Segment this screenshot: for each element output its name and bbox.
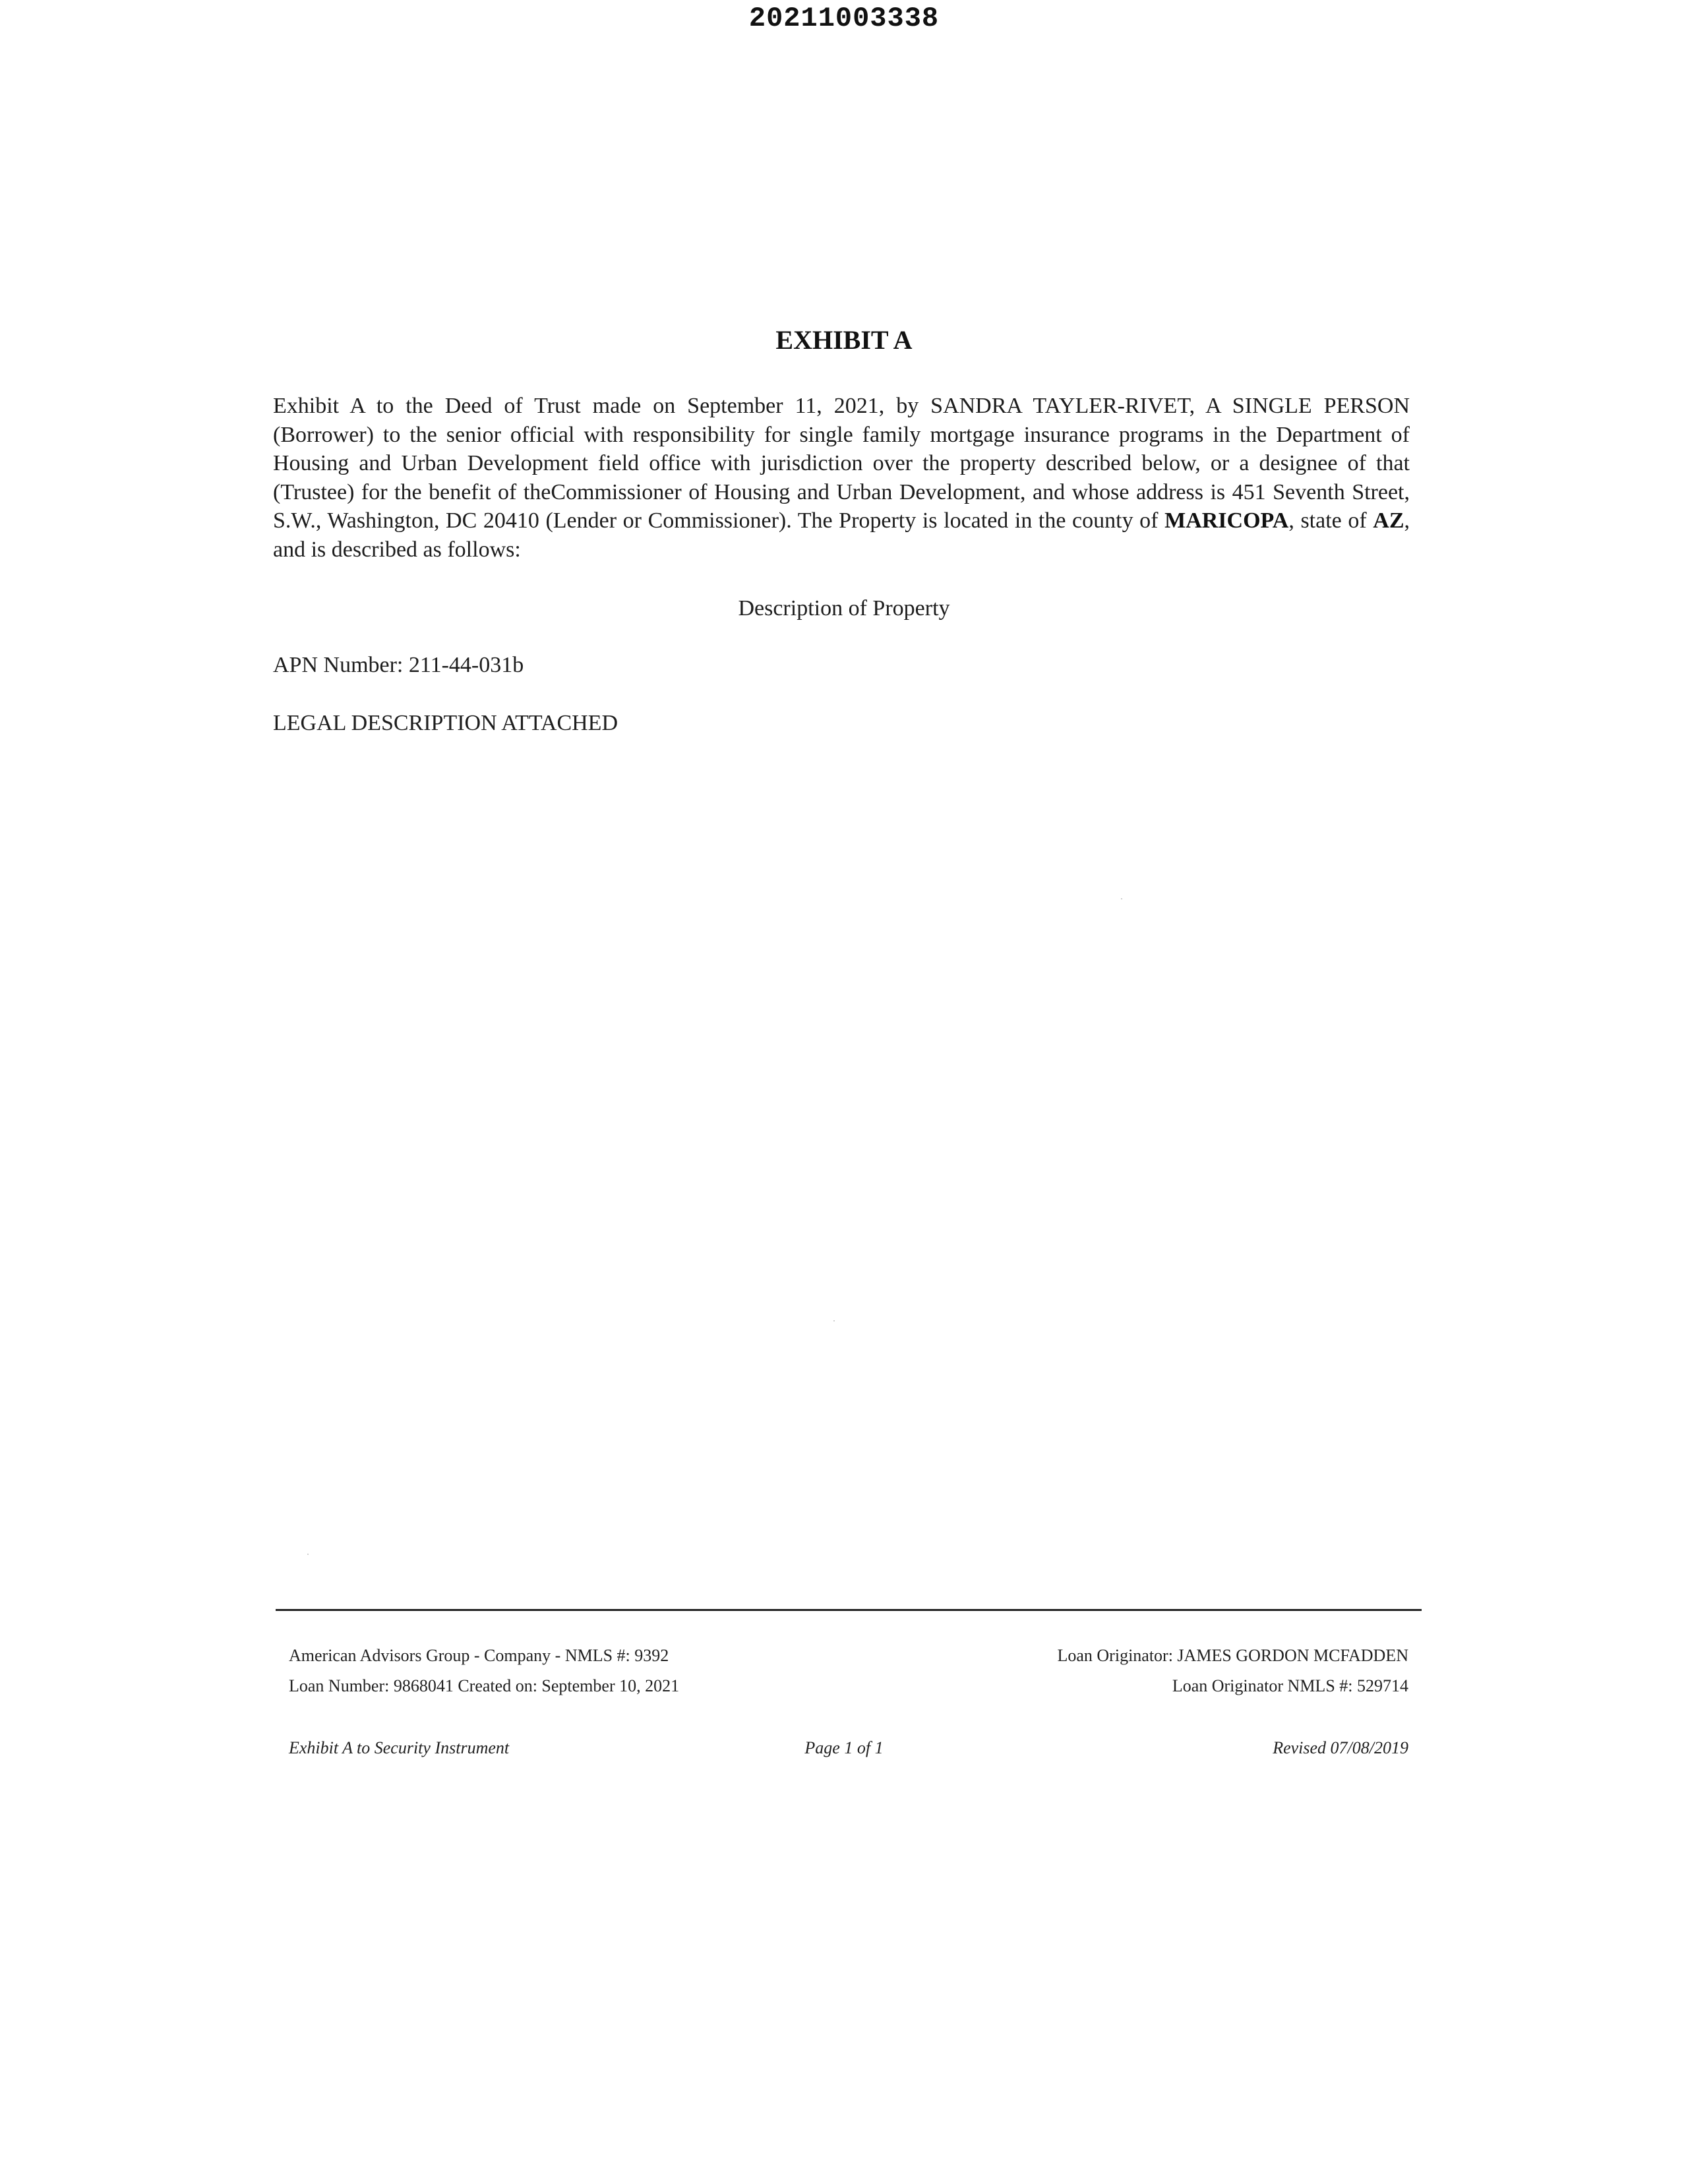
county-name: MARICOPA [1164, 508, 1289, 533]
paragraph-text-1: Exhibit A to the Deed of Trust made on September 11, 2021, by SANDRA TAYLER-RIVET, A SINGLE PERSON (Borrower) to the senior official with responsibility for single family mortgage insurance programs in the Department of Housing and Urban Development field office with jurisdiction over the property described below, or a designee of that (Trustee) for the benefit of theCommissioner of Housing and Urban Development, and whose address is 451 Seventh Street, S.W., Washington, DC 20410 (Lender or Commissioner). The Property is located in the county of [273, 394, 1410, 533]
property-description-heading: Description of Property [738, 596, 950, 621]
loan-number-line: Loan Number: 9868041 Created on: September 10, 2021 [289, 1676, 680, 1695]
scan-speck [833, 1320, 835, 1321]
scan-speck [307, 1554, 309, 1555]
footer-divider [276, 1609, 1422, 1611]
revision-date: Revised 07/08/2019 [1273, 1738, 1408, 1757]
recording-number: 20211003338 [748, 3, 940, 34]
state-name: AZ [1373, 508, 1404, 533]
document-title: EXHIBIT A [775, 325, 913, 355]
paragraph-text-2: , state of [1288, 508, 1373, 533]
legal-description-note: LEGAL DESCRIPTION ATTACHED [273, 711, 618, 735]
page-number: Page 1 of 1 [804, 1738, 884, 1757]
exhibit-paragraph [273, 392, 1410, 564]
paragraph-text-3: , and is described as follows: [273, 508, 1410, 562]
company-nmls-line: American Advisors Group - Company - NMLS #: 9392 [289, 1646, 669, 1665]
apn-number: APN Number: 211-44-031b [273, 653, 524, 677]
scan-speck [1121, 898, 1122, 899]
form-name: Exhibit A to Security Instrument [289, 1738, 510, 1757]
originator-nmls-line: Loan Originator NMLS #: 529714 [1172, 1676, 1408, 1695]
loan-originator-line: Loan Originator: JAMES GORDON MCFADDEN [1057, 1646, 1408, 1665]
